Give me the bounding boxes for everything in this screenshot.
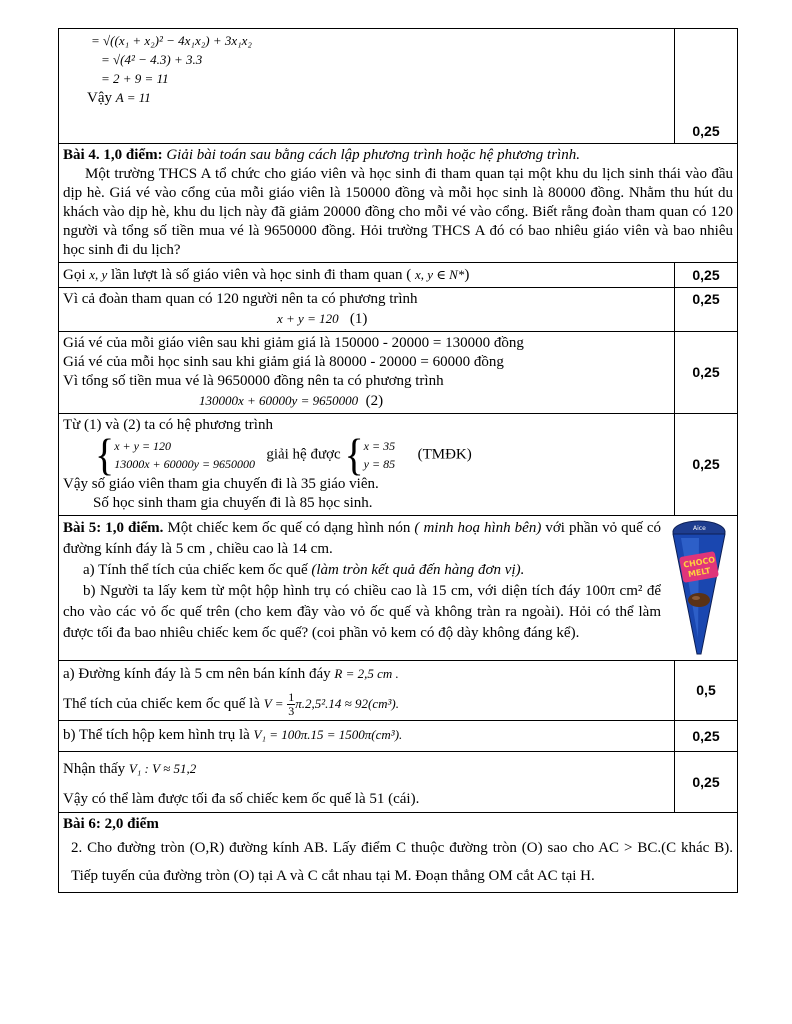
bai6-title: Bài 6: 2,0 điểm (63, 816, 159, 832)
answer-sheet (58, 28, 738, 893)
score-cell: 0,25 (675, 288, 738, 332)
table-row: Vì cả đoàn tham quan có 120 người nên ta có phương trình x + y = 120 (1) 0,25 (59, 288, 738, 332)
table-row: Từ (1) và (2) ta có hệ phương trình { x + y = 120 13000x + 60000y = 9650000 giải hệ được { x = 35 y = 85 (TMĐK) Vậy số giáo viên tham gia chuyến đi là 35 giáo viên. Số học sinh tham gia chuyến đi là 85 học sinh. 0,25 (59, 414, 738, 516)
table-row: Gọi x, y lần lượt là số giáo viên và học sinh đi tham quan ( x, y ∈ N*) 0,25 (59, 263, 738, 288)
score-cell: 0,25 (675, 414, 738, 516)
svg-text:CHOCO: CHOCO (682, 555, 716, 570)
math-line: = √((x₁ + x₂)² − 4x₁x₂) + 3x₁x₂ (91, 33, 252, 48)
table-row: Giá vé của mỗi giáo viên sau khi giảm giá là 150000 - 20000 = 130000 đồng Giá vé của mỗi học sinh sau khi giảm giá là 80000 - 20000 = 60000 đồng Vì tổng số tiền mua vé là 9650000 đồng nên ta có phương trình 130000x + 60000y = 9650000 (2) 0,25 (59, 332, 738, 414)
table-row: Nhận thấy V₁ : V ≈ 51,2 Vậy có thể làm được tối đa số chiếc kem ốc quế là 51 (cái). 0,25 (59, 752, 738, 813)
math-line: = 2 + 9 = 11 (101, 71, 169, 86)
brand-logo: Aice (693, 525, 706, 532)
conclusion-line: Vậy A = 11 (87, 90, 151, 106)
svg-text:MELT: MELT (687, 566, 712, 579)
math-line: = √(4² − 4.3) + 3.3 (101, 52, 203, 67)
bai4-title: Bài 4. 1,0 điểm: Giải bài toán sau bằng cách lập phương trình hoặc hệ phương trình. (63, 147, 580, 163)
score-cell: 0,25 (675, 721, 738, 752)
score-cell: 0,25 (675, 332, 738, 414)
score-cell: 0,5 (675, 661, 738, 721)
score-cell: 0,25 (675, 263, 738, 288)
score-cell: 0,25 (675, 29, 738, 144)
table-row: a) Đường kính đáy là 5 cm nên bán kính đáy R = 2,5 cm . Thể tích của chiếc kem ốc quế là V = $\frac{1}{3}$ π.2,5².14 ≈ 92(cm³). 0,5 (59, 661, 738, 721)
bai4-problem: Một trường THCS A tổ chức cho giáo viên và học sinh đi tham quan tại một khu du lịch sinh thái vào đầu dịp hè. Giá vé vào cổng của mỗi giáo viên là 150000 đồng và mỗi học sinh là 80000 đồng. Nhằm thu hút du khách vào dịp hè, khu du lịch này đã giảm 20000 đồng cho mỗi vé vào cổng. Biết rằng đoàn tham quan có 120 người và tổng số tiền mua vé là 9650000 đồng. Hỏi trường THCS A đó có bao nhiêu giáo viên và bao nhiêu học sinh đi du lịch? (63, 166, 733, 258)
ice-cream-cone-image (669, 518, 729, 658)
answer-table (58, 28, 738, 893)
equation-system: { x + y = 120 13000x + 60000y = 9650000 giải hệ được { x = 35 y = 85 (TMĐK) (95, 429, 472, 480)
score-cell: 0,25 (675, 752, 738, 813)
table-row (59, 29, 738, 144)
table-row (59, 813, 738, 893)
table-row: Aice CHOCO MELT Bài 5: 1,0 điểm. Một chiếc kem ốc quế có dạng hình nón ( minh hoạ hình bên) với phần vỏ quế có đường kính đáy là 5 cm , chiều cao là 14 cm. a) Tính thể tích của chiếc kem ốc quế (làm tròn kết quả đến hàng đơn vị). b) Người ta lấy kem từ một hộp hình trụ có chiều cao là 15 cm, với diện tích đáy 100π cm² để cho vào các vỏ ốc quế trên (cho kem đầy vào vỏ ốc quế và không tràn ra ngoài). Hỏi có thể làm được tối đa bao nhiêu chiếc kem ốc quế? (coi phần vỏ kem có độ dày không đáng kể). (59, 516, 738, 661)
bai5-problem: Bài 5: 1,0 điểm. Một chiếc kem ốc quế có dạng hình nón ( minh hoạ hình bên) với phần vỏ quế có đường kính đáy là 5 cm , chiều cao là 14 cm. (63, 520, 662, 557)
bai6-problem: 2. Cho đường tròn (O,R) đường kính AB. Lấy điểm C thuộc đường tròn (O) sao cho AC > BC.(C khác B). Tiếp tuyến của đường tròn (O) tại A và C cắt nhau tại M. Đoạn thẳng OM cắt AC tại H. (71, 840, 733, 884)
table-row: b) Thể tích hộp kem hình trụ là V₁ = 100π.15 = 1500π(cm³). 0,25 (59, 721, 738, 752)
table-row (59, 144, 738, 263)
